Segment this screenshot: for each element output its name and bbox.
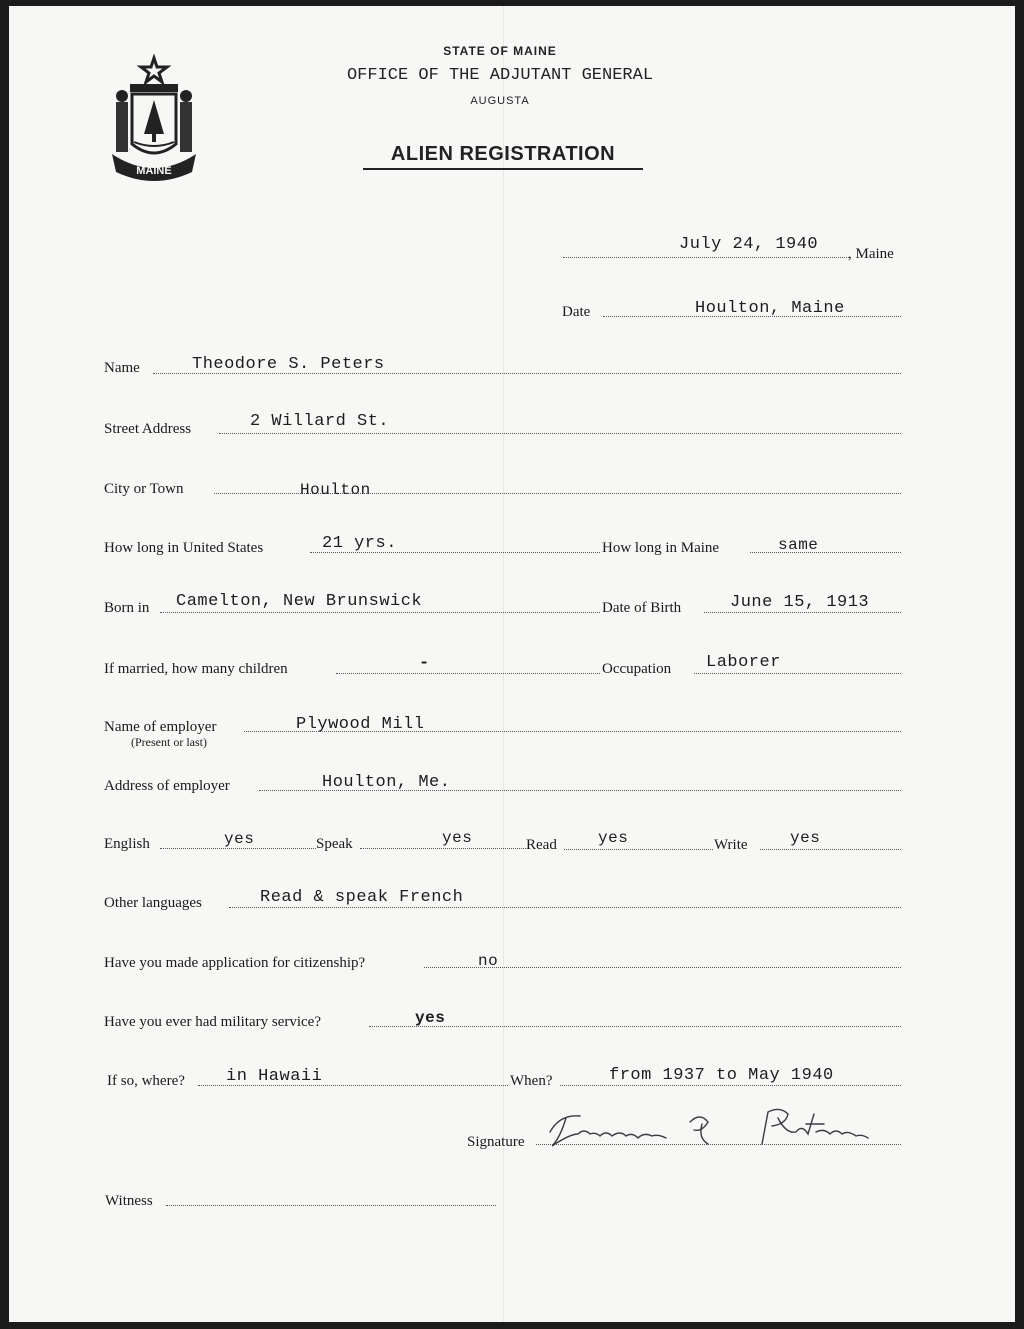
where-value[interactable]: in Hawaii	[226, 1067, 323, 1086]
born-in-label: Born in	[104, 600, 150, 616]
other-languages-dots	[229, 907, 901, 908]
write-value[interactable]: yes	[790, 829, 821, 847]
where-label: If so, where?	[107, 1073, 185, 1089]
english-value[interactable]: yes	[224, 830, 255, 848]
citizenship-label: Have you made application for citizenship?	[104, 955, 366, 971]
employer-label: Name of employer	[104, 719, 217, 735]
dob-dots	[704, 612, 901, 613]
born-in-value[interactable]: Camelton, New Brunswick	[176, 592, 423, 611]
form-title: ALIEN REGISTRATION	[363, 143, 643, 170]
occupation-dots	[694, 673, 901, 674]
how-long-maine-label: How long in Maine	[602, 540, 720, 556]
citizenship-value[interactable]: no	[478, 952, 499, 970]
name-label: Name	[104, 360, 140, 376]
how-long-maine-dots	[750, 552, 901, 553]
city-label: City or Town	[104, 481, 184, 497]
office-heading: OFFICE OF THE ADJUTANT GENERAL	[346, 66, 654, 85]
how-long-us-value[interactable]: 21 yrs.	[322, 534, 397, 553]
how-long-us-label: How long in United States	[104, 540, 264, 556]
children-dots	[336, 673, 600, 674]
date-line-dots	[563, 257, 849, 258]
when-dots	[560, 1085, 901, 1086]
how-long-maine-value[interactable]: same	[778, 536, 819, 554]
occupation-value[interactable]: Laborer	[706, 653, 781, 672]
read-label: Read	[526, 837, 557, 853]
employer-sublabel: (Present or last)	[131, 735, 207, 749]
dob-value[interactable]: June 15, 1913	[730, 593, 870, 612]
place-label: Date	[562, 304, 591, 320]
fold-crease	[503, 6, 504, 1322]
employer-value[interactable]: Plywood Mill	[296, 715, 425, 734]
military-label: Have you ever had military service?	[104, 1014, 321, 1030]
dob-label: Date of Birth	[602, 600, 682, 616]
read-value[interactable]: yes	[598, 829, 629, 847]
name-value[interactable]: Theodore S. Peters	[192, 355, 385, 374]
city-heading: AUGUSTA	[470, 95, 530, 107]
children-value[interactable]: -	[419, 654, 430, 673]
employer-address-label: Address of employer	[104, 778, 230, 794]
write-dots	[760, 849, 901, 850]
military-dots	[369, 1026, 901, 1027]
seal-text: MAINE	[136, 165, 172, 177]
signature-label: Signature	[467, 1134, 525, 1150]
speak-value[interactable]: yes	[442, 829, 473, 847]
speak-label: Speak	[316, 836, 353, 852]
write-label: Write	[714, 837, 748, 853]
street-label: Street Address	[104, 421, 192, 437]
speak-dots	[360, 848, 526, 849]
street-value[interactable]: 2 Willard St.	[250, 412, 390, 431]
english-label: English	[104, 836, 150, 852]
witness-dots	[166, 1205, 496, 1206]
other-languages-label: Other languages	[104, 895, 202, 911]
when-value[interactable]: from 1937 to May 1940	[609, 1066, 834, 1085]
other-languages-value[interactable]: Read & speak French	[260, 888, 464, 907]
date-suffix: , Maine	[848, 246, 894, 262]
street-dots	[219, 433, 901, 434]
date-value[interactable]: July 24, 1940	[679, 235, 819, 254]
maine-state-seal-icon	[100, 54, 208, 184]
occupation-label: Occupation	[602, 661, 672, 677]
military-value[interactable]: yes	[415, 1009, 446, 1027]
read-dots	[564, 849, 713, 850]
witness-label: Witness	[105, 1193, 153, 1209]
state-heading: STATE OF MAINE	[443, 44, 557, 58]
english-dots	[160, 848, 316, 849]
employer-address-value[interactable]: Houlton, Me.	[322, 773, 451, 792]
handwritten-signature[interactable]	[540, 1104, 880, 1154]
place-value[interactable]: Houlton, Maine	[695, 299, 845, 318]
born-in-dots	[160, 612, 600, 613]
children-label: If married, how many children	[104, 661, 288, 677]
when-label: When?	[510, 1073, 553, 1089]
city-value[interactable]: Houlton	[300, 481, 371, 499]
